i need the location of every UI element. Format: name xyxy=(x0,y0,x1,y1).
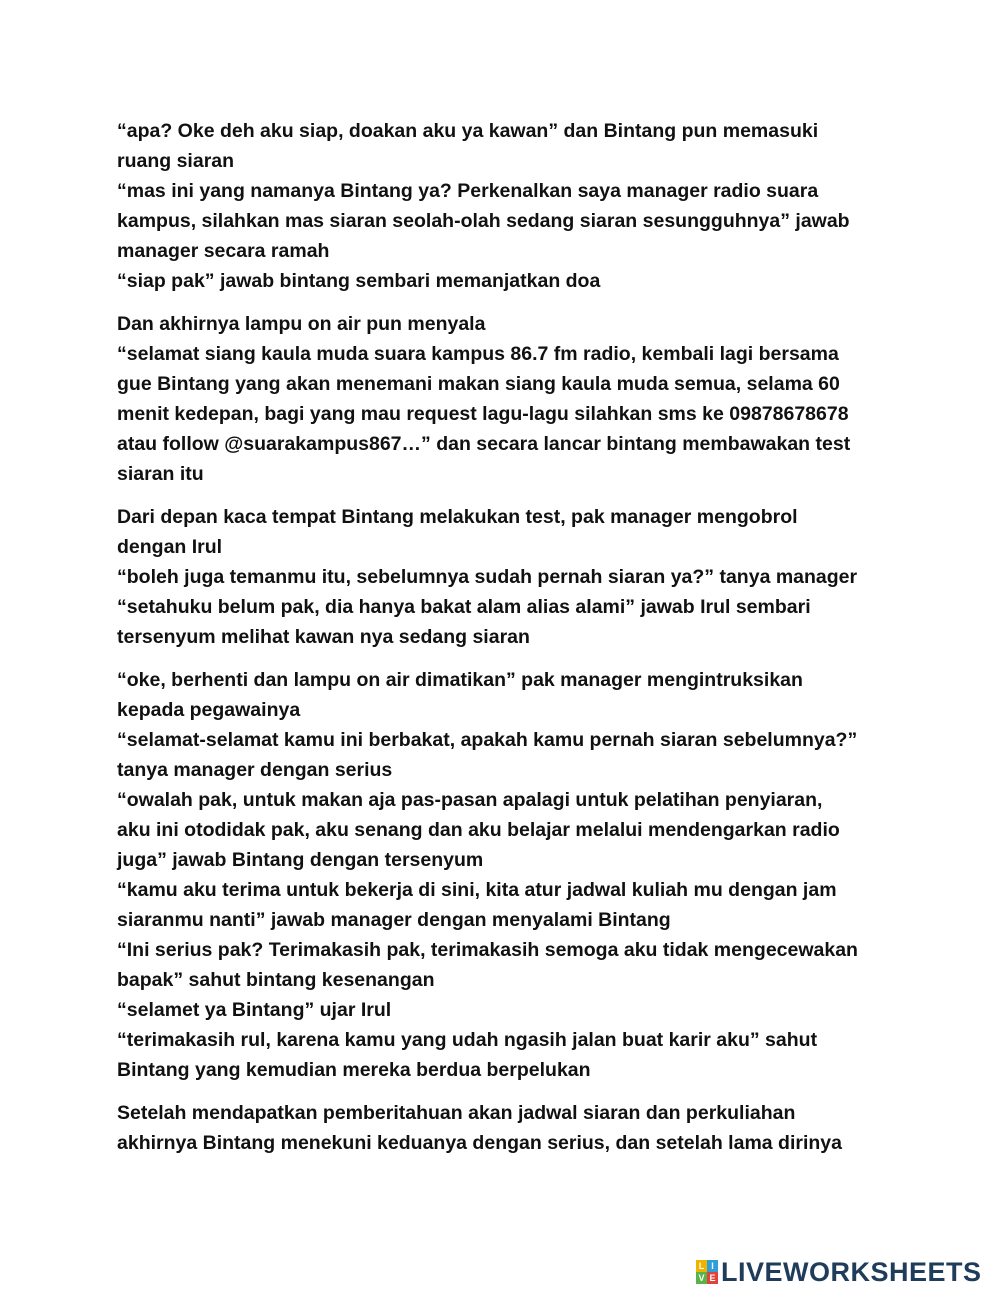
logo-badge-letter: E xyxy=(707,1272,718,1284)
logo-text: LIVEWORKSHEETS xyxy=(721,1257,982,1287)
text-line: “selamet ya Bintang” ujar Irul xyxy=(117,999,392,1021)
text-line: “selamat siang kaula muda suara kampus 86.7 fm radio, kembali lagi bersama xyxy=(117,343,839,365)
text-line: menit kedepan, bagi yang mau request lagu-lagu silahkan sms ke 09878678678 xyxy=(117,403,849,425)
paragraph-4 xyxy=(117,665,887,1085)
text-line: dengan Irul xyxy=(117,536,223,558)
text-line: Bintang yang kemudian mereka berdua berpelukan xyxy=(117,1059,591,1081)
text-line: ruang siaran xyxy=(117,150,235,172)
paragraph-1 xyxy=(117,116,887,296)
text-line: Dari depan kaca tempat Bintang melakukan test, pak manager mengobrol xyxy=(117,506,798,528)
text-line: kampus, silahkan mas siaran seolah-olah sedang siaran sesungguhnya” jawab xyxy=(117,210,850,232)
text-line: Setelah mendapatkan pemberitahuan akan jadwal siaran dan perkuliahan xyxy=(117,1102,796,1124)
logo-badge-icon xyxy=(696,1260,718,1284)
text-line: atau follow @suarakampus867…” dan secara lancar bintang membawakan test xyxy=(117,433,851,455)
text-line: siaranmu nanti” jawab manager dengan menyalami Bintang xyxy=(117,909,671,931)
text-line: aku ini otodidak pak, aku senang dan aku belajar melalui mendengarkan radio xyxy=(117,819,840,841)
text-line: tanya manager dengan serius xyxy=(117,759,393,781)
text-line: “siap pak” jawab bintang sembari memanjatkan doa xyxy=(117,270,601,292)
document-body xyxy=(117,116,887,1171)
text-line: Dan akhirnya lampu on air pun menyala xyxy=(117,313,486,335)
text-line: manager secara ramah xyxy=(117,240,330,262)
logo-badge-letter: V xyxy=(696,1272,707,1284)
logo-badge-letter: L xyxy=(696,1260,707,1272)
logo-badge-letter: I xyxy=(707,1260,718,1272)
liveworksheets-logo xyxy=(696,1256,982,1288)
paragraph-2 xyxy=(117,309,887,489)
text-line: bapak” sahut bintang kesenangan xyxy=(117,969,435,991)
text-line: “apa? Oke deh aku siap, doakan aku ya kawan” dan Bintang pun memasuki xyxy=(117,120,819,142)
paragraph-3 xyxy=(117,502,887,652)
text-line: “selamat-selamat kamu ini berbakat, apakah kamu pernah siaran sebelumnya?” xyxy=(117,729,858,751)
text-line: siaran itu xyxy=(117,463,204,485)
text-line: “owalah pak, untuk makan aja pas-pasan apalagi untuk pelatihan penyiaran, xyxy=(117,789,823,811)
text-line: gue Bintang yang akan menemani makan siang kaula muda semua, selama 60 xyxy=(117,373,840,395)
text-line: akhirnya Bintang menekuni keduanya dengan serius, dan setelah lama dirinya xyxy=(117,1132,842,1154)
text-line: kepada pegawainya xyxy=(117,699,301,721)
text-line: “boleh juga temanmu itu, sebelumnya sudah pernah siaran ya?” tanya manager xyxy=(117,566,858,588)
text-line: “kamu aku terima untuk bekerja di sini, kita atur jadwal kuliah mu dengan jam xyxy=(117,879,837,901)
text-line: “terimakasih rul, karena kamu yang udah ngasih jalan buat karir aku” sahut xyxy=(117,1029,818,1051)
paragraph-5 xyxy=(117,1098,887,1158)
text-line: “Ini serius pak? Terimakasih pak, terimakasih semoga aku tidak mengecewakan xyxy=(117,939,858,961)
text-line: tersenyum melihat kawan nya sedang siaran xyxy=(117,626,530,648)
text-line: juga” jawab Bintang dengan tersenyum xyxy=(117,849,484,871)
text-line: “mas ini yang namanya Bintang ya? Perkenalkan saya manager radio suara xyxy=(117,180,819,202)
text-line: “oke, berhenti dan lampu on air dimatikan” pak manager mengintruksikan xyxy=(117,669,803,691)
text-line: “setahuku belum pak, dia hanya bakat alam alias alami” jawab Irul sembari xyxy=(117,596,811,618)
